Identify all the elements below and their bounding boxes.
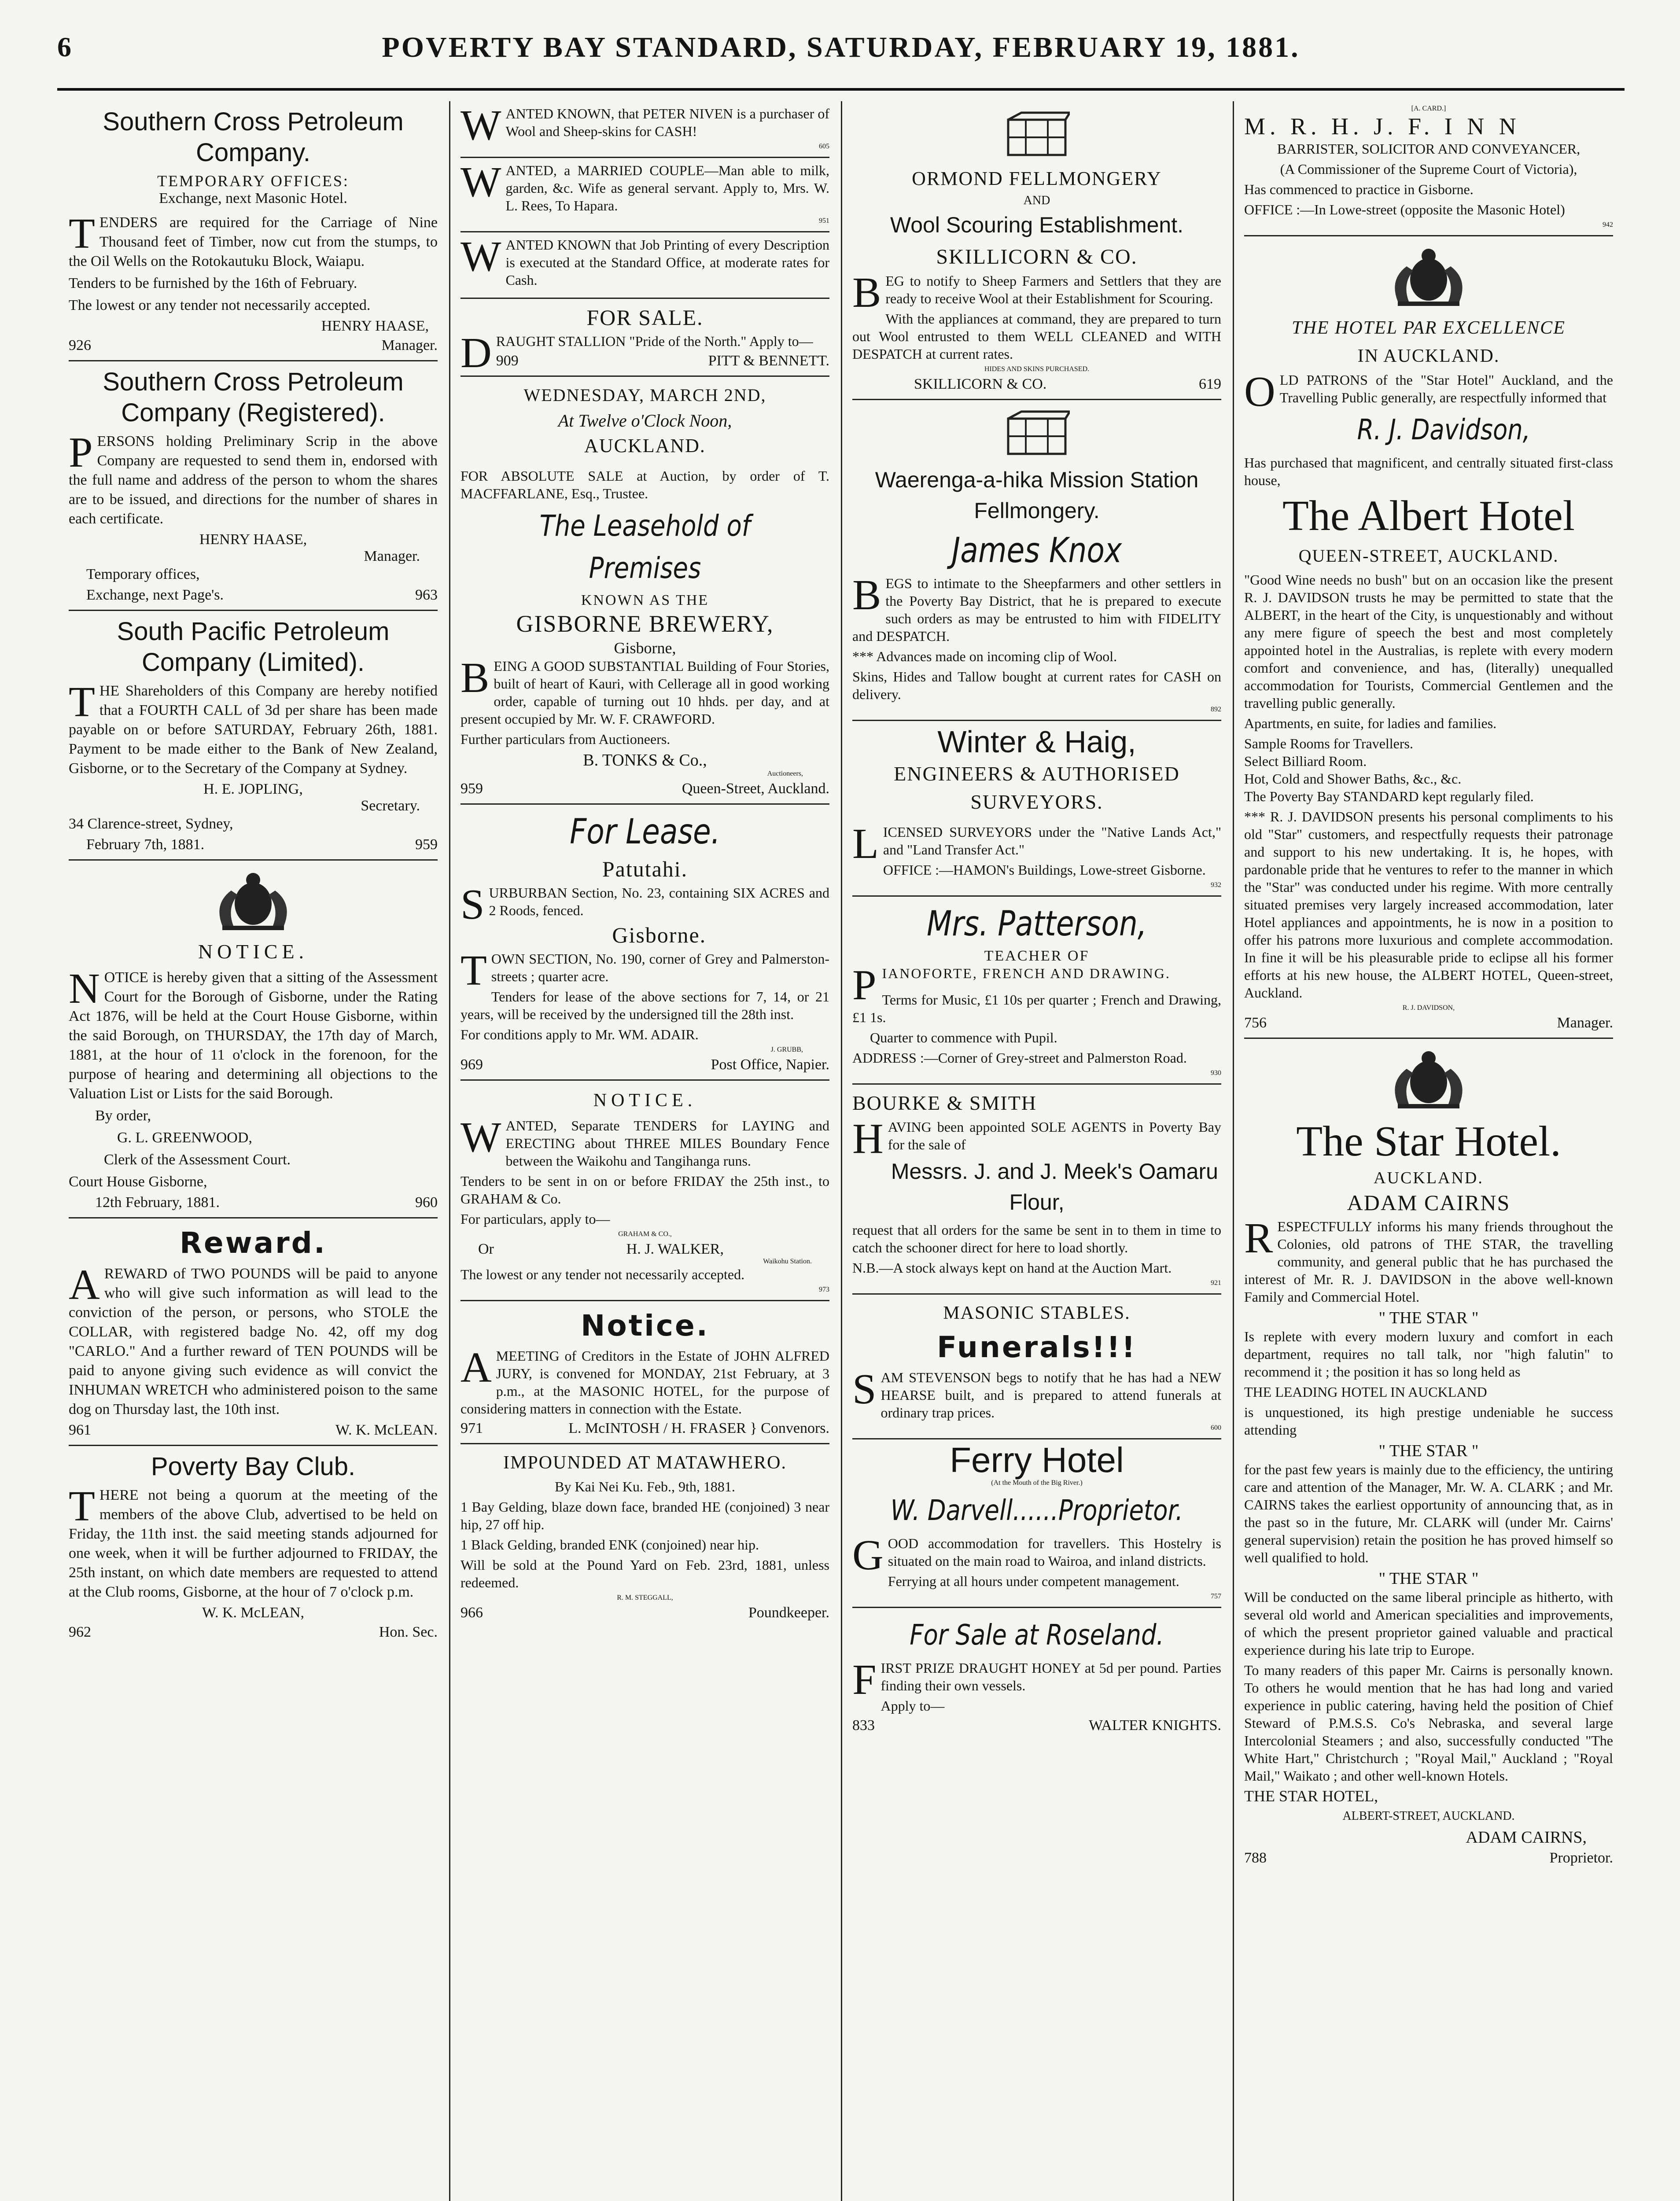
ad-number: 926 bbox=[69, 337, 91, 353]
ad-role: BARRISTER, SOLICITOR AND CONVEYANCER, bbox=[1277, 141, 1581, 157]
ad-title: Reward. bbox=[180, 1226, 327, 1260]
ad-role: Poundkeeper. bbox=[748, 1605, 829, 1621]
ad-number: 960 bbox=[415, 1194, 438, 1211]
ad-body: To many readers of this paper Mr. Cairns is personally known. To others he would mention that he has had long and varied experience in public catering, having held the position of Chief Steward of P.M.S.S. Co's Nebraska, and several large Intercolonial Steamers ; and also, successfully conducted "The White Hart," Christchurch ; "Royal Mail," Auckland ; "Royal Mail," Waikato ; and other well-known Hotels. bbox=[1244, 1662, 1613, 1784]
page-header bbox=[57, 31, 1625, 79]
ad-firm: SKILLICORN & CO. bbox=[936, 245, 1138, 269]
ad-proprietor: W. Darvell......Proprietor. bbox=[890, 1494, 1183, 1527]
column-1 bbox=[57, 101, 449, 2201]
ad-body: GOOD accommodation for travellers. This Hostelry is situated on the main road to Wairoa, and inland districts. bbox=[852, 1531, 1221, 1579]
ad-number: 833 bbox=[852, 1717, 875, 1734]
ad-line: By order, bbox=[95, 1108, 151, 1124]
ad-signature: PITT & BENNETT. bbox=[708, 353, 829, 369]
ad-subtitle: KNOWN AS THE bbox=[581, 592, 709, 608]
column-3 bbox=[841, 101, 1233, 2201]
ad-job-printing bbox=[461, 232, 829, 299]
ad-body: 1 Black Gelding, branded ENK (conjoined) near hip. bbox=[461, 1537, 759, 1553]
ad-headline: The Leasehold of Premises bbox=[539, 509, 751, 585]
ad-quote: " THE STAR " bbox=[1378, 1442, 1479, 1460]
ad-body: TENDERS are required for the Carriage of Nine Thousand feet of Timber, now cut from the stumps, to the Oil Wells on the Rotokautuku Block, Waiapu. bbox=[69, 210, 438, 269]
ad-time: At Twelve o'Clock Noon, bbox=[558, 411, 732, 431]
header-rule bbox=[57, 88, 1625, 91]
ad-date: WEDNESDAY, MARCH 2ND, bbox=[523, 385, 766, 405]
ad-body: With the appliances at command, they are prepared to turn out Wool entrusted to them WELL CLEANED and WITH DESPATCH at current rates. bbox=[852, 311, 1221, 362]
royal-crest-icon bbox=[1380, 244, 1477, 310]
ad-body: WANTED, a MARRIED COUPLE—Man able to milk, garden, &c. Wife as general servant. Apply to, Mrs. W. L. Rees, To Hapara. bbox=[461, 158, 829, 213]
ad-married-couple bbox=[461, 158, 829, 232]
ad-number: 757 bbox=[1211, 1593, 1221, 1600]
ad-number: 930 bbox=[1211, 1069, 1221, 1077]
ad-subtitle: QUEEN-STREET, AUCKLAND. bbox=[1298, 546, 1559, 566]
ad-poverty-bay-club bbox=[69, 1446, 438, 1647]
ad-signature: ADAM CAIRNS, bbox=[1466, 1828, 1587, 1847]
page-number: 6 bbox=[57, 31, 71, 63]
ad-signature: WALTER KNIGHTS. bbox=[1089, 1717, 1221, 1734]
ad-number: 932 bbox=[1211, 881, 1221, 889]
ad-body: For particulars, apply to— bbox=[461, 1211, 610, 1227]
ad-body: PERSONS holding Preliminary Scrip in the above Company are requested to send them in, endorsed with the full name and address of the person to whom the shares are to be issued, and directions for the number of shares in each certificate. bbox=[69, 429, 438, 527]
ad-body: Will be sold at the Pound Yard on Feb. 23rd, 1881, unless redeemed. bbox=[461, 1557, 829, 1590]
ad-waerenga-a-hika bbox=[852, 400, 1221, 721]
ad-body: OFFICE :—HAMON's Buildings, Lowe-street Gisborne. bbox=[883, 862, 1206, 878]
ad-body: THE LEADING HOTEL IN AUCKLAND bbox=[1244, 1384, 1487, 1400]
ad-title: BOURKE & SMITH bbox=[852, 1092, 1037, 1114]
ad-body: The lowest or any tender not necessarily accepted. bbox=[69, 297, 371, 313]
ad-number: 966 bbox=[461, 1605, 483, 1621]
ad-title: ORMOND FELLMONGERY bbox=[912, 168, 1162, 189]
ad-fence-tenders bbox=[461, 1081, 829, 1301]
ad-body: LICENSED SURVEYORS under the "Native Lands Act," and "Land Transfer Act." bbox=[852, 820, 1221, 868]
ad-title: Waerenga-a-hika Mission Station Fellmongery. bbox=[875, 467, 1199, 523]
ad-address: Post Office, Napier. bbox=[711, 1056, 829, 1073]
ad-subtitle: Gisborne, bbox=[614, 639, 676, 657]
ad-line: Waikohu Station. bbox=[763, 1258, 812, 1265]
ad-body: BEG to notify to Sheep Farmers and Settlers that they are ready to receive Wool at their Establishment for Scouring. bbox=[852, 269, 1221, 317]
ad-role: Manager. bbox=[364, 548, 420, 564]
ad-albert-hotel bbox=[1244, 236, 1613, 1039]
ad-list-item: Select Billiard Room. bbox=[1244, 753, 1367, 769]
ad-body: THE Shareholders of this Company are hereby notified that a FOURTH CALL of 3d per share has been made payable on or before SATURDAY, February 26th, 1881. Payment to be made either to the Bank of New Zealand, Gisborne, or to the Secretary of the Company at Sydney. bbox=[69, 678, 438, 777]
ad-number: 951 bbox=[819, 217, 829, 225]
ad-title: Southern Cross Petroleum Company. bbox=[103, 107, 404, 167]
column-2 bbox=[449, 101, 841, 2201]
ad-label: [A. CARD.] bbox=[1411, 105, 1446, 112]
ad-title: NOTICE. bbox=[593, 1090, 697, 1111]
ad-line: February 7th, 1881. bbox=[86, 836, 205, 853]
ad-body: DRAUGHT STALLION "Pride of the North." Apply to— bbox=[461, 329, 813, 377]
ad-body: Ferrying at all hours under competent management. bbox=[888, 1573, 1179, 1589]
ad-signature: HENRY HAASE, bbox=[321, 318, 429, 334]
ad-list-item: Sample Rooms for Travellers. bbox=[1244, 736, 1413, 751]
ad-title: IMPOUNDED AT MATAWHERO. bbox=[503, 1453, 787, 1473]
ad-body: FIRST PRIZE DRAUGHT HONEY at 5d per pound. Parties finding their own vessels. bbox=[852, 1656, 1221, 1704]
ad-name: R. J. Davidson, bbox=[1357, 414, 1531, 446]
ad-number: 971 bbox=[461, 1420, 483, 1436]
ad-body: Has purchased that magnificent, and centrally situated first-class house, bbox=[1244, 455, 1613, 488]
ad-gisborne-brewery bbox=[461, 377, 829, 805]
ad-subtitle: ENGINEERS & AUTHORISED bbox=[894, 762, 1180, 785]
ad-name: ADAM CAIRNS bbox=[1347, 1190, 1511, 1215]
ad-subtitle: TEMPORARY OFFICES: bbox=[157, 172, 349, 190]
ad-body: is unquestioned, its high prestige undeniable he success attending bbox=[1244, 1404, 1613, 1438]
ad-signature: GRAHAM & CO., bbox=[618, 1230, 672, 1238]
ad-body: Skins, Hides and Tallow bought at current rates for CASH on delivery. bbox=[852, 669, 1221, 702]
ad-ferry-hotel bbox=[852, 1439, 1221, 1608]
ad-number: 969 bbox=[461, 1056, 483, 1073]
ad-number: 959 bbox=[415, 836, 438, 853]
ad-title: Mrs. Patterson, bbox=[926, 904, 1147, 944]
ad-number: 909 bbox=[496, 353, 519, 369]
ad-number: 921 bbox=[1211, 1279, 1221, 1287]
ad-mrs-patterson bbox=[852, 897, 1221, 1085]
ad-creditors-notice: Notice. AMEETING of Creditors in the Estate of JOHN ALFRED JURY, is convened for MONDAY, 21st February, at 3 p.m., at the MASONIC HOTEL, for the purpose of considering matters in connection with the Estate. 971 L. McINTOSH / H. FRASER } Convenors. bbox=[461, 1301, 829, 1444]
ad-subtitle: (At the Mouth of the Big River.) bbox=[991, 1479, 1083, 1487]
ad-body: NOTICE is hereby given that a sitting of the Assessment Court for the Borough of Gisborne, under the Rating Act 1876, will be held at the Court House Gisborne, within the said Borough, on THURSDAY, the 17th day of March, 1881, at the hour of 11 o'clock in the forenoon, for the purpose of hearing and determining all objections to the Valuation List or Lists for the said Borough. bbox=[69, 965, 438, 1102]
ad-for-lease bbox=[461, 805, 829, 1081]
ad-body: Further particulars from Auctioneers. bbox=[461, 731, 671, 747]
ad-peter-niven bbox=[461, 101, 829, 158]
ad-title: M. R. H. J. F. I N N bbox=[1244, 113, 1521, 140]
ad-line: ALBERT-STREET, AUCKLAND. bbox=[1342, 1809, 1515, 1823]
ad-body: BEGS to intimate to the Sheepfarmers and other settlers in the Poverty Bay District, that he is prepared to execute such orders as may be entrusted to him with FIDELITY and DESPATCH. bbox=[852, 571, 1221, 644]
ad-body: AREWARD of TWO POUNDS will be paid to anyone who will give such information as will lead to the conviction of the person, or persons, who STOLE the COLLAR, with registered badge No. 42, off my dog "CARLO." And a further reward of TEN POUNDS will be paid to anyone giving such evidence as will convict the INHUMAN WRETCH who administered poison to the same dog on Thursday last, the 10th inst. bbox=[69, 1261, 438, 1417]
ad-title: MASONIC STABLES. bbox=[943, 1303, 1131, 1323]
royal-crest-icon bbox=[205, 869, 302, 935]
ad-body: Has commenced to practice in Gisborne. bbox=[1244, 181, 1474, 197]
ad-title: THE HOTEL PAR EXCELLENCE bbox=[1292, 318, 1566, 338]
ad-body: *** Advances made on incoming clip of Wool. bbox=[852, 648, 1117, 664]
ad-signature: W. K. McLEAN. bbox=[335, 1422, 438, 1438]
ad-list-item: The Poverty Bay STANDARD kept regularly filed. bbox=[1244, 788, 1534, 804]
ad-body: *** R. J. DAVIDSON presents his personal compliments to his old "Star" customers, and respectfully requests their patronage and support to his new undertaking. It is, he hopes, with pardonable pride that he ventures to refer to the manner in which the "Star" was conducted under his regime. With more centrally situated premises very largely increased accommodation, later Hotel appliances and appointments, he is now in a position to offer his patrons more luxurious and complete accommodation. In fine it will be his pleasurable pride to eclipse all his former efforts at his new house, the ALBERT HOTEL, Queen-street, Auckland. bbox=[1244, 809, 1613, 1001]
ad-body: "Good Wine needs no bush" but on an occasion like the present R. J. DAVIDSON trusts he may be permitted to state that the ALBERT, in the heart of the City, is unquestionably and without any mere figure of speech the best and most completely appointed hotel in the Australias, is replete with every modern comfort and convenience, and has, (literally) unequalled accommodation for Tourists, Commercial Gentlemen and the travelling public generally. bbox=[1244, 572, 1613, 711]
ad-body: request that all orders for the same be sent in to them in time to catch the schooner direct for here to load shortly. bbox=[852, 1222, 1221, 1255]
ad-reward bbox=[69, 1218, 438, 1446]
ad-line: Apply to— bbox=[881, 1698, 945, 1714]
ad-title: NOTICE. bbox=[198, 940, 309, 963]
ad-title: Ferry Hotel bbox=[950, 1440, 1124, 1480]
ad-number: 961 bbox=[69, 1422, 91, 1438]
ad-title: For Sale at Roseland. bbox=[910, 1619, 1164, 1652]
ad-body: Tenders to be furnished by the 16th of February. bbox=[69, 275, 357, 291]
ad-role: (A Commissioner of the Supreme Court of Victoria), bbox=[1280, 161, 1577, 177]
ad-signature: SKILLICORN & CO. bbox=[914, 376, 1047, 392]
ad-southern-cross-registered bbox=[69, 361, 438, 611]
ad-signature: G. L. GREENWOOD, bbox=[117, 1130, 252, 1146]
ad-body: PIANOFORTE, FRENCH AND DRAWING. bbox=[852, 961, 1171, 1009]
ad-body: WANTED KNOWN that Job Printing of every Description is executed at the Standard Office, at moderate rates for Cash. bbox=[461, 233, 829, 288]
ad-masonic-stables bbox=[852, 1295, 1221, 1439]
ad-body: ADDRESS :—Corner of Grey-street and Palmerston Road. bbox=[852, 1050, 1187, 1066]
ad-body: OLD PATRONS of the "Star Hotel" Auckland, and the Travelling Public generally, are respectfully informed that bbox=[1244, 368, 1613, 416]
ad-star-hotel bbox=[1244, 1039, 1613, 1873]
ad-number: 942 bbox=[1603, 221, 1613, 228]
ad-body: Quarter to commence with Pupil. bbox=[870, 1030, 1057, 1045]
ad-body: for the past few years is mainly due to the efficiency, the untiring care and attention of the Manager, Mr. W. A. CLARK ; and Mr. CAIRNS takes the earliest opportunity of announcing that, as in the past so in the future, Mr. CLARK will (under Mr. Cairns' general supervision) retain the position he has proved himself so well qualified to hold. bbox=[1244, 1461, 1613, 1565]
ad-body: Will be conducted on the same liberal principle as hitherto, with several old world and American specialities and improvements, of which the present proprietor gained valuable and practical experience during his late trip to Europe. bbox=[1244, 1589, 1613, 1658]
ad-line: 12th February, 1881. bbox=[95, 1194, 220, 1211]
ad-name: James Knox bbox=[951, 531, 1122, 570]
ad-south-pacific bbox=[69, 611, 438, 861]
masthead: POVERTY BAY STANDARD, SATURDAY, FEBRUARY 19, 1881. bbox=[382, 31, 1300, 63]
ad-body: OFFICE :—In Lowe-street (opposite the Masonic Hotel) bbox=[1244, 202, 1565, 217]
ad-body: FOR ABSOLUTE SALE at Auction, by order of T. MACFFARLANE, Esq., Trustee. bbox=[461, 468, 829, 501]
ad-body: AMEETING of Creditors in the Estate of JOHN ALFRED JURY, is convened for MONDAY, 21st February, at 3 p.m., at the MASONIC HOTEL, for the purpose of considering matters in connection with the Estate. bbox=[461, 1344, 829, 1417]
ad-number: 962 bbox=[69, 1624, 91, 1640]
ad-role: Clerk of the Assessment Court. bbox=[104, 1152, 291, 1168]
ad-role: Convenors. bbox=[761, 1420, 829, 1436]
ad-title: Winter & Haig, bbox=[937, 725, 1136, 759]
ad-signature: W. K. McLEAN, bbox=[202, 1605, 304, 1621]
ad-line: Temporary offices, bbox=[86, 566, 200, 582]
ad-subtitle: Patutahi. bbox=[602, 857, 688, 881]
ad-line: Or bbox=[478, 1241, 494, 1257]
ad-subtitle: Exchange, next Masonic Hotel. bbox=[159, 190, 347, 206]
ad-role: Manager. bbox=[1557, 1015, 1613, 1031]
ad-title: South Pacific Petroleum Company (Limited). bbox=[117, 617, 390, 677]
ad-body: Tenders to be sent in on or before FRIDAY the 25th inst., to GRAHAM & Co. bbox=[461, 1173, 829, 1207]
ad-ormond-fellmongery bbox=[852, 101, 1221, 400]
ad-subtitle: TEACHER OF bbox=[984, 948, 1090, 964]
ad-signature: H. FRASER bbox=[671, 1420, 746, 1436]
ad-body: RESPECTFULLY informs his many friends throughout the Colonies, old patrons of THE STAR, the travelling community, and general public that he has purchased the interest of Mr. R. J. DAVIDSON in the above well-known Family and Commercial Hotel. bbox=[1244, 1215, 1613, 1305]
ad-body: THERE not being a quorum at the meeting of the members of the above Club, advertised to be held on Friday, the 11th inst. the said meeting stands adjourned for one week, when it will be further adjourned to FRIDAY, the 25th instant, on which date members are requested to attend at the Club rooms, Gisborne, at the hour of 7 o'clock p.m. bbox=[69, 1483, 438, 1600]
ad-list-item: Hot, Cold and Shower Baths, &c., &c. bbox=[1244, 771, 1462, 787]
wool-bale-icon bbox=[1004, 410, 1070, 458]
ad-address: Queen-Street, Auckland. bbox=[682, 780, 829, 797]
ad-place: AUCKLAND. bbox=[584, 435, 706, 456]
ad-role: Hon. Sec. bbox=[379, 1624, 438, 1640]
ad-body: HAVING been appointed SOLE AGENTS in Poverty Bay for the sale of bbox=[852, 1115, 1221, 1163]
ad-body: Terms for Music, £1 10s per quarter ; French and Drawing, £1 1s. bbox=[852, 992, 1221, 1025]
ad-number: 959 bbox=[461, 780, 483, 797]
ad-signature: H. J. WALKER, bbox=[626, 1241, 724, 1257]
ad-role: Manager. bbox=[381, 337, 438, 353]
ad-body: By Kai Nei Ku. Feb., 9th, 1881. bbox=[555, 1479, 735, 1494]
ad-subtitle: SURVEYORS. bbox=[970, 791, 1103, 813]
ad-line: Exchange, next Page's. bbox=[86, 587, 224, 603]
ad-body: 1 Bay Gelding, blaze down face, branded HE (conjoined) 3 near hip, 27 off hip. bbox=[461, 1499, 829, 1532]
ad-signature: H. E. JOPLING, bbox=[203, 781, 303, 797]
ad-subtitle: GISBORNE BREWERY, bbox=[516, 611, 774, 637]
wool-bale-icon bbox=[1004, 111, 1070, 159]
ad-quote: " THE STAR " bbox=[1378, 1569, 1479, 1588]
ad-signature: R. J. DAVIDSON, bbox=[1402, 1004, 1455, 1012]
ad-body: SAM STEVENSON begs to notify that he has had a NEW HEARSE built, and is prepared to attend funerals at ordinary trap prices. bbox=[852, 1366, 1221, 1421]
ad-number: 788 bbox=[1244, 1850, 1267, 1866]
ad-roseland-honey bbox=[852, 1608, 1221, 1740]
ad-body: WANTED KNOWN, that PETER NIVEN is a purchaser of Wool and Sheep-skins for CASH! bbox=[461, 102, 829, 149]
ad-number: 973 bbox=[819, 1286, 829, 1293]
ad-signature: HENRY HAASE, bbox=[199, 531, 307, 548]
ad-title: IN AUCKLAND. bbox=[1357, 346, 1500, 366]
ad-body: Apartments, en suite, for ladies and families. bbox=[1244, 715, 1497, 731]
ad-body: SURBURBAN Section, No. 23, containing SIX ACRES and 2 Roods, fenced. bbox=[461, 881, 829, 928]
ad-subtitle: Funerals!!! bbox=[937, 1330, 1137, 1364]
ad-title: Wool Scouring Establishment. bbox=[890, 213, 1184, 237]
ad-title: FOR SALE. bbox=[586, 305, 704, 330]
ad-line: 34 Clarence-street, Sydney, bbox=[69, 816, 233, 832]
ad-subtitle: Gisborne. bbox=[612, 923, 707, 947]
ad-body: Tenders for lease of the above sections for 7, 14, or 21 years, will be received by the undersigned till the 28th inst. bbox=[461, 989, 829, 1022]
ad-body: N.B.—A stock always kept on hand at the Auction Mart. bbox=[852, 1260, 1172, 1276]
ad-role: Auctioneers, bbox=[767, 770, 803, 777]
royal-crest-icon bbox=[1380, 1047, 1477, 1113]
ad-number: 600 bbox=[1211, 1424, 1221, 1432]
ad-assessment-notice bbox=[69, 861, 438, 1218]
ad-body: The lowest or any tender not necessarily accepted. bbox=[461, 1266, 745, 1282]
ad-signature: B. TONKS & Co., bbox=[583, 751, 707, 769]
ad-number: 892 bbox=[1211, 706, 1221, 713]
ad-number: 756 bbox=[1244, 1015, 1267, 1031]
ad-title: Southern Cross Petroleum Company (Registered). bbox=[103, 368, 404, 427]
column-4 bbox=[1233, 101, 1625, 2201]
ad-line: THE STAR HOTEL, bbox=[1244, 1787, 1378, 1805]
ad-title: The Star Hotel. bbox=[1296, 1118, 1561, 1165]
ad-title: Poverty Bay Club. bbox=[151, 1452, 356, 1481]
ad-body: WANTED, Separate TENDERS for LAYING and ERECTING about THREE MILES Boundary Fence between the Waikohu and Tangihanga runs. bbox=[461, 1114, 829, 1169]
ad-signature: L. McINTOSH bbox=[568, 1420, 660, 1436]
ad-subtitle: AND bbox=[1023, 194, 1050, 207]
ad-body: For conditions apply to Mr. WM. ADAIR. bbox=[461, 1027, 699, 1042]
ad-subtitle: HIDES AND SKINS PURCHASED. bbox=[984, 365, 1090, 373]
ad-for-sale-stallion bbox=[461, 299, 829, 377]
ad-body: Is replete with every modern luxury and comfort in each department, requires no tall talk, nor "high falutin" to recommend it ; the position it has so long held as bbox=[1244, 1329, 1613, 1380]
ad-subtitle: AUCKLAND. bbox=[1374, 1169, 1484, 1187]
ad-headline: The Albert Hotel bbox=[1282, 492, 1575, 540]
ad-title: Notice. bbox=[581, 1309, 709, 1343]
ad-winter-haig bbox=[852, 721, 1221, 897]
ad-body: TOWN SECTION, No. 190, corner of Grey and Palmerston-streets ; quarter acre. bbox=[461, 947, 829, 994]
ad-signature: J. GRUBB, bbox=[770, 1046, 803, 1053]
ad-signature: R. M. STEGGALL, bbox=[617, 1594, 673, 1601]
ad-title: For Lease. bbox=[570, 812, 720, 852]
ad-body: BEING A GOOD SUBSTANTIAL Building of Four Stories, built of heart of Kauri, with Cellerage all in good working order, capable of turning out 10 hhds. per day, and at present occupied by Mr. W. F. CRAWFORD. bbox=[461, 654, 829, 727]
ad-impounded bbox=[461, 1444, 829, 1627]
ad-role: Secretary. bbox=[361, 798, 420, 814]
ad-southern-cross-tenders bbox=[69, 101, 438, 361]
ad-line: Court House Gisborne, bbox=[69, 1174, 207, 1190]
ad-role: Proprietor. bbox=[1549, 1850, 1613, 1866]
ad-headline: Messrs. J. and J. Meek's Oamaru Flour, bbox=[891, 1159, 1218, 1215]
ad-number: 605 bbox=[819, 143, 829, 150]
ad-quote: " THE STAR " bbox=[1378, 1309, 1479, 1327]
ad-number: 963 bbox=[415, 587, 438, 603]
ad-number: 619 bbox=[1199, 376, 1221, 392]
ad-mr-finn-card bbox=[1244, 101, 1613, 236]
ad-bourke-smith bbox=[852, 1085, 1221, 1295]
